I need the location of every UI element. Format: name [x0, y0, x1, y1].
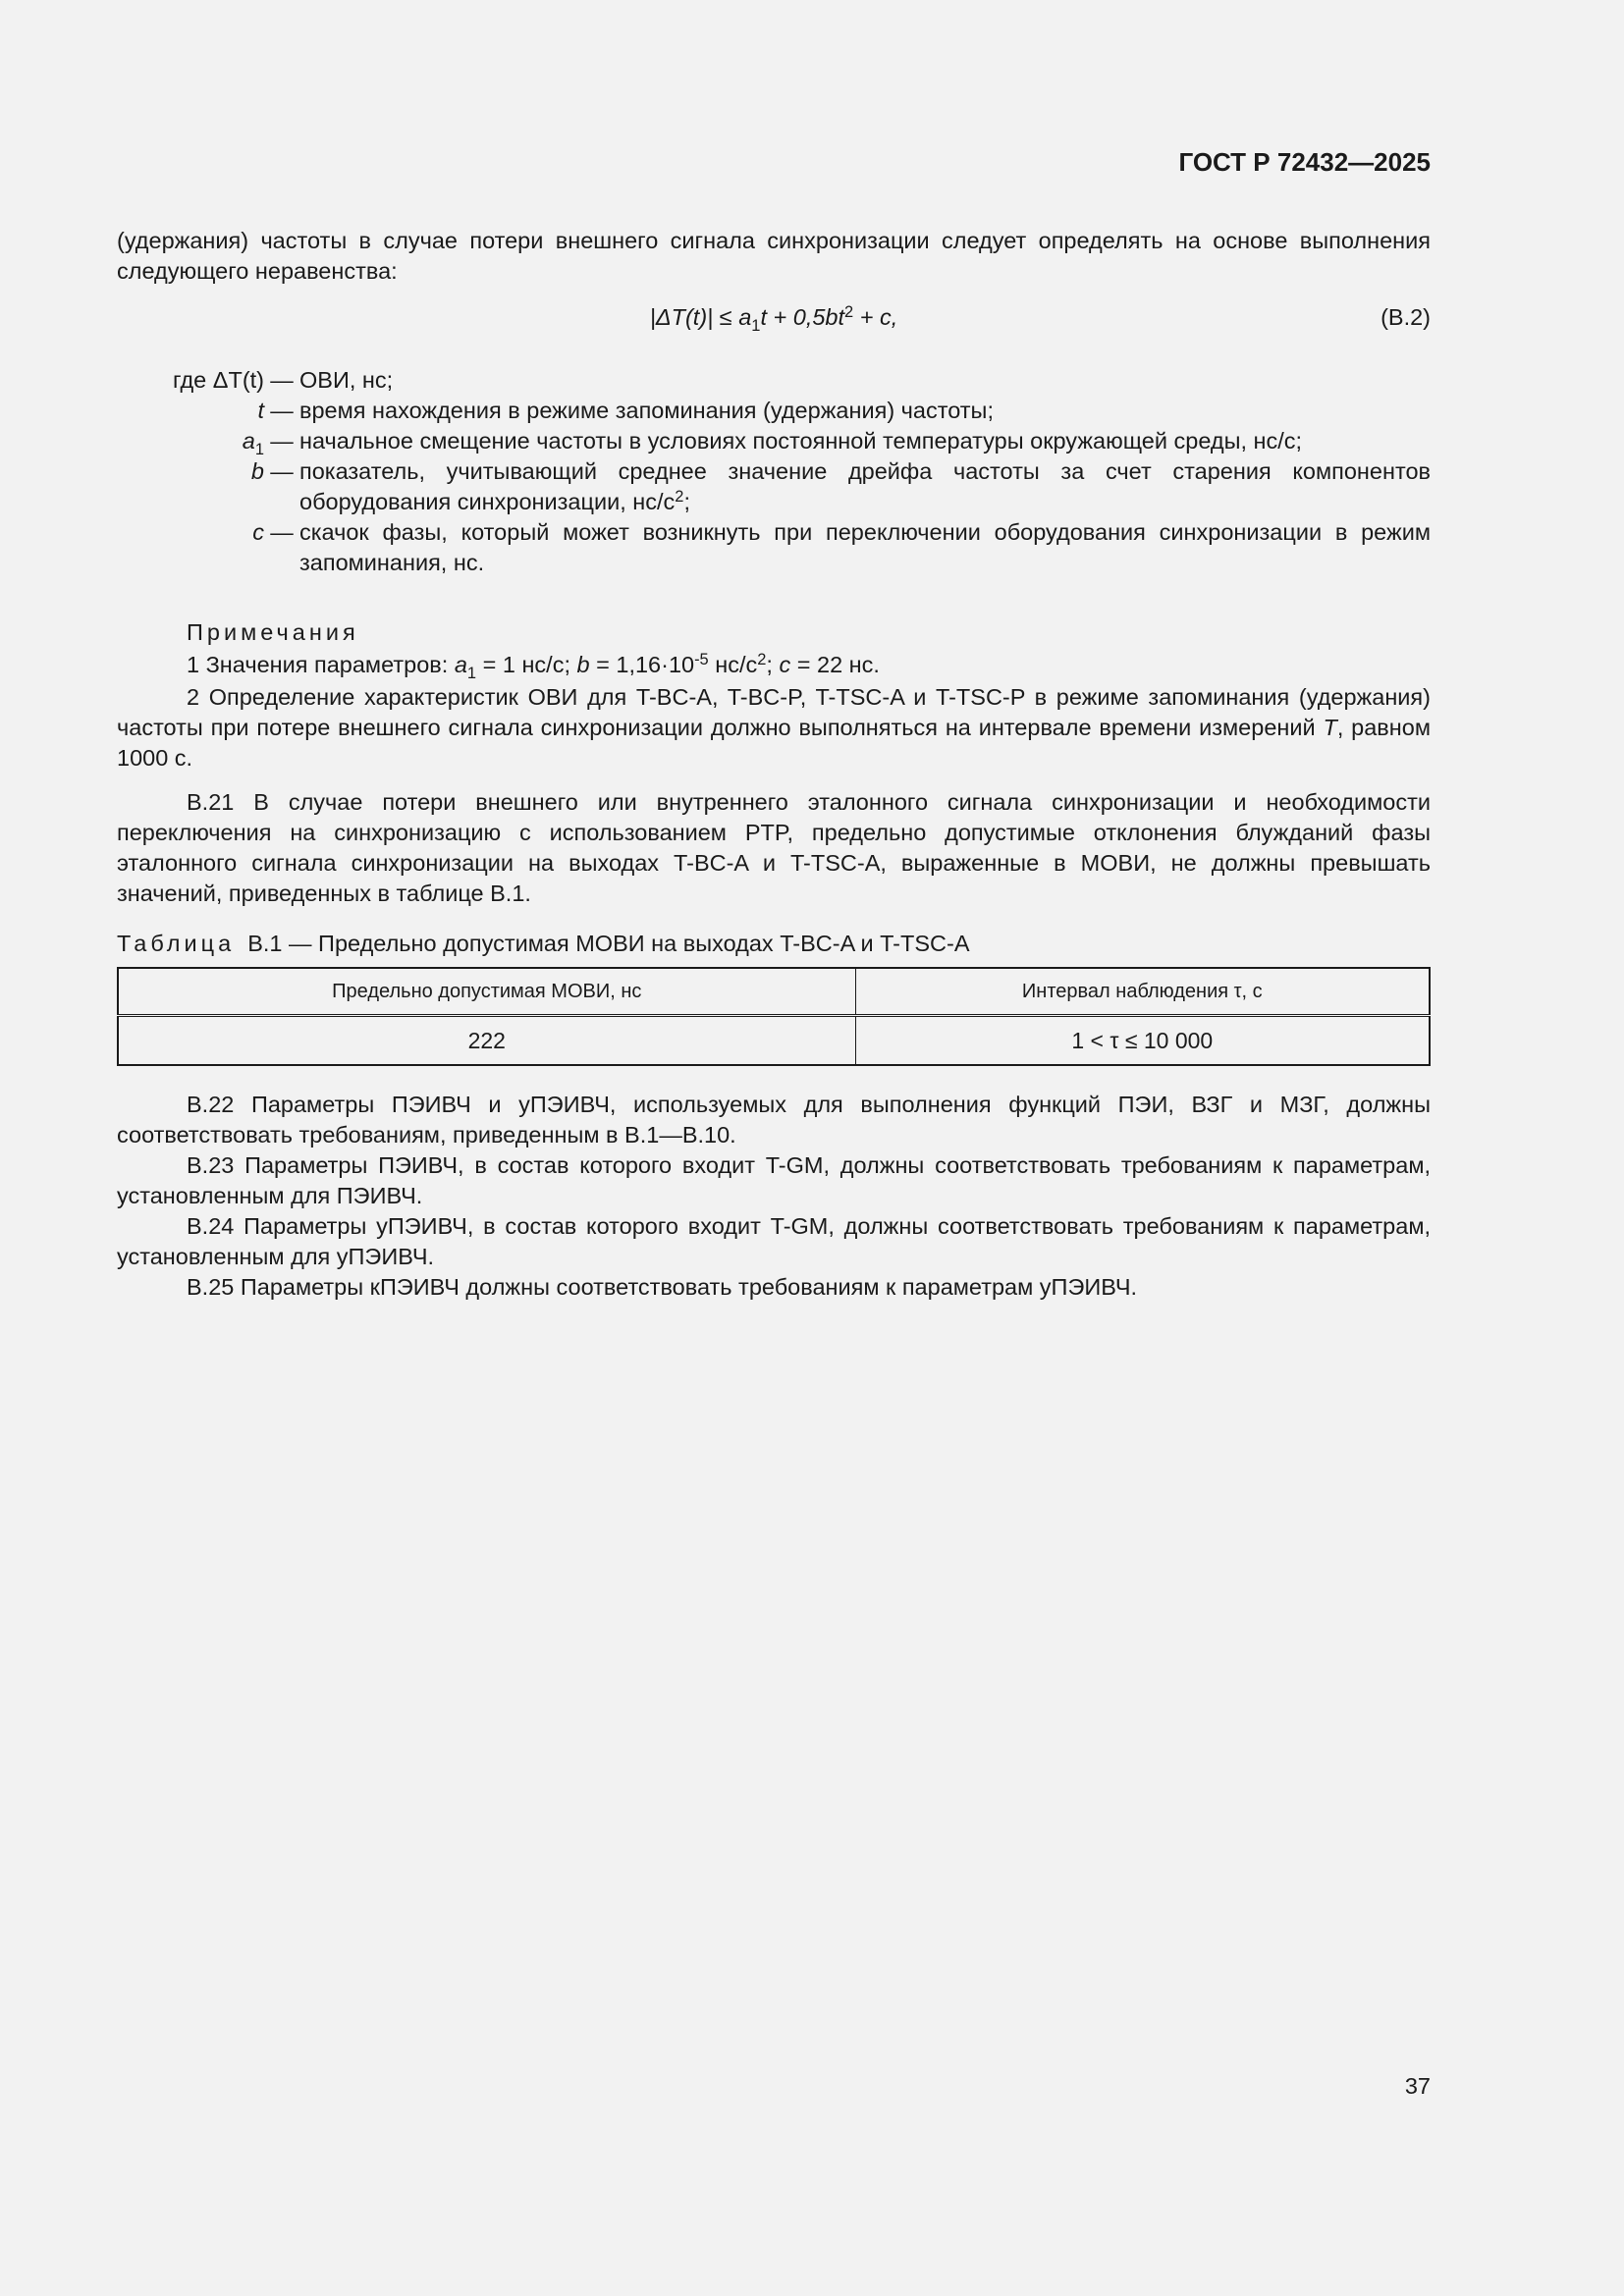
paragraph-b25: В.25 Параметры кПЭИВЧ должны соответствовать требованиям к параметрам уПЭИВЧ. [187, 1274, 1138, 1300]
note-1: 1 Значения параметров: $a_1 = 1$ нс/с; $b = 1,16\cdot 10^{-5}$ $нс/с^2$; c = 22 нс. [187, 651, 880, 682]
definitions-list [117, 365, 1431, 578]
document-body [117, 226, 1431, 1303]
note-2: 2 Определение характеристик ОВИ для T-BC-A, T-BC-P, T-TSC-A и T-TSC-P в режиме запоминания (удержания) частоты при потере внешнего сигнала синхронизации должно выполняться на интервале времени измерений T, равном 1000 с. [117, 684, 1431, 771]
definition-text: показатель, учитывающий среднее значение дрейфа частоты за счет старения компонентов оборудования синхронизации, $нс/с^2$; [299, 458, 1431, 514]
definition-symbol: b [250, 458, 264, 484]
paragraph-b22: В.22 Параметры ПЭИВЧ и уПЭИВЧ, используемых для выполнения функций ПЭИ, ВЗГ и МЗГ, должны соответствовать требованиям, приведенным в В.1—В.10. [117, 1092, 1431, 1148]
column-header: Интервал наблюдения τ, с [855, 968, 1430, 1016]
definition-item: c — скачок фазы, который может возникнуть при переключении оборудования синхронизации в режим запоминания, нс. [117, 517, 1431, 578]
paragraph-b24: В.24 Параметры уПЭИВЧ, в состав которого входит T-GM, должны соответствовать требованиям к параметрам, установленным для уПЭИВЧ. [117, 1213, 1431, 1269]
definition-symbol: $a_1$ [242, 428, 264, 458]
definition-item: $a_1$ — начальное смещение частоты в условиях постоянной температуры окружающей среды, нс/с; [117, 426, 1431, 456]
definition-text: скачок фазы, который может возникнуть при переключении оборудования синхронизации в режим запоминания, нс. [299, 519, 1431, 575]
table-cell: 222 [118, 1016, 855, 1066]
table-caption: Таблица В.1 — Предельно допустимая МОВИ на выходах T-BC-A и T-TSC-A [117, 931, 970, 956]
definition-item: t — время нахождения в режиме запоминания (удержания) частоты; [117, 396, 1431, 426]
formula-number: (B.2) [1380, 304, 1431, 330]
table-header-row [118, 968, 1430, 1016]
formula-expression: $|\Delta T(t)| \le a_1t + 0,5bt^2 + c$, [649, 303, 898, 335]
definition-symbol: где ΔT(t) [172, 367, 264, 393]
notes-heading: Примечания [187, 619, 359, 645]
definition-text: ОВИ, нс; [299, 367, 394, 393]
definition-item: b — показатель, учитывающий среднее значение дрейфа частоты за счет старения компонентов оборудования синхронизации, $нс/с^2$; [117, 456, 1431, 517]
definition-item: где ΔT(t) — ОВИ, нс; [117, 365, 1431, 396]
table-b1 [117, 967, 1431, 1066]
standard-number: ГОСТ Р 72432—2025 [1178, 147, 1431, 177]
intro-paragraph: (удержания) частоты в случае потери внешнего сигнала синхронизации следует определять на основе выполнения следующего неравенства: [117, 228, 1431, 284]
definition-text: начальное смещение частоты в условиях постоянной температуры окружающей среды, нс/с; [299, 428, 1303, 454]
definition-text: время нахождения в режиме запоминания (удержания) частоты; [299, 398, 994, 423]
paragraph-b23: В.23 Параметры ПЭИВЧ, в состав которого входит T-GM, должны соответствовать требованиям к параметрам, установленным для ПЭИВЧ. [117, 1152, 1431, 1208]
column-header: Предельно допустимая МОВИ, нс [118, 968, 855, 1016]
definition-symbol: t [257, 398, 264, 423]
definition-symbol: c [252, 519, 264, 545]
page-number: 37 [1404, 2073, 1431, 2099]
table-cell: 1 < τ ≤ 10 000 [855, 1016, 1430, 1066]
paragraph-b21: В.21 В случае потери внешнего или внутреннего эталонного сигнала синхронизации и необходимости переключения на синхронизацию с использованием PTP, предельно допустимые отклонения блужданий фазы эталонного сигнала синхронизации на выходах T-BC-A и T-TSC-A, выраженные в МОВИ, не должны превышать значений, приведенных в таблице В.1. [117, 789, 1431, 906]
formula-b2 [117, 302, 1431, 338]
table-row [118, 1016, 1430, 1066]
